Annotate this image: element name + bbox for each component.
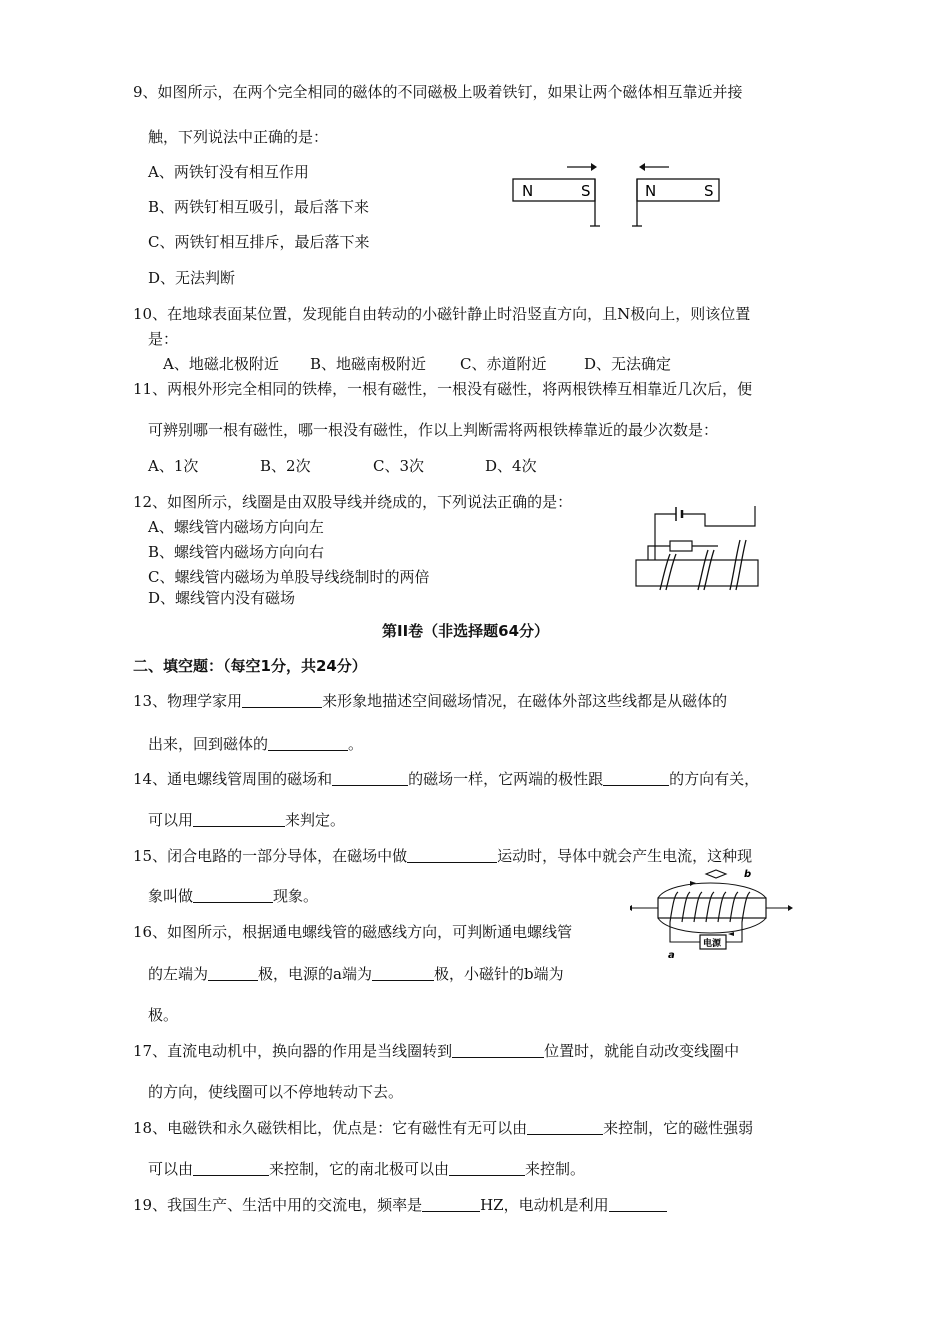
left-magnet-n-label: N bbox=[522, 182, 534, 200]
q10-stem-line1: 10、在地球表面某位置，发现能自由转动的小磁针静止时沿竖直方向，且N极向上，则该位置 bbox=[133, 305, 751, 323]
q18-blank-2[interactable] bbox=[193, 1160, 269, 1176]
q16-blank-1[interactable] bbox=[208, 965, 258, 981]
q15-blank-1[interactable] bbox=[407, 847, 497, 863]
q14-blank-1[interactable] bbox=[332, 770, 408, 786]
q9-option-a: A、两铁钉没有相互作用 bbox=[148, 163, 309, 181]
q10-option-c: C、赤道附近 bbox=[460, 355, 547, 373]
section-ii-title: 第II卷（非选择题64分） bbox=[382, 622, 550, 640]
q18-line2: 可以由 来控制，它的南北极可以由 来控制。 bbox=[148, 1160, 586, 1178]
q18-blank-3[interactable] bbox=[449, 1160, 525, 1176]
q12-option-a: A、螺线管内磁场方向向左 bbox=[148, 518, 324, 536]
q19-line1: 19、我国生产、生活中用的交流电，频率是 HZ，电动机是利用 bbox=[133, 1195, 667, 1215]
q12-option-d: D、螺线管内没有磁场 bbox=[148, 589, 296, 607]
q16-blank-2[interactable] bbox=[372, 965, 434, 981]
q13-line1: 13、物理学家用 来形象地描述空间磁场情况，在磁体外部这些线都是从磁体的 bbox=[133, 692, 728, 710]
power-supply-label: 电源 bbox=[703, 939, 722, 949]
q16-line3: 极。 bbox=[148, 1006, 179, 1024]
q13-line2: 出来，回到磁体的 。 bbox=[148, 735, 364, 753]
compass-needle-icon bbox=[706, 870, 726, 878]
q18-blank-1[interactable] bbox=[527, 1119, 603, 1135]
q19-blank-2[interactable] bbox=[609, 1196, 667, 1212]
q14-blank-2[interactable] bbox=[603, 770, 669, 786]
q12-solenoid-figure bbox=[630, 504, 765, 600]
q11-option-a: A、1次 bbox=[148, 457, 199, 475]
q17-blank-1[interactable] bbox=[452, 1042, 544, 1058]
q16-solenoid-figure bbox=[630, 862, 795, 962]
q15-blank-2[interactable] bbox=[193, 887, 273, 903]
q10-option-b: B、地磁南极附近 bbox=[310, 355, 427, 373]
label-b: b bbox=[744, 869, 752, 880]
q12-option-b: B、螺线管内磁场方向向右 bbox=[148, 543, 325, 561]
q12-stem: 12、如图所示，线圈是由双股导线并绕成的，下列说法正确的是： bbox=[133, 493, 573, 511]
q19-blank-1[interactable] bbox=[422, 1196, 480, 1212]
q14-line2: 可以用 来判定。 bbox=[148, 811, 346, 829]
q16-line2: 的左端为 极，电源的a端为 极，小磁针的b端为 bbox=[148, 965, 564, 983]
q11-option-b: B、2次 bbox=[260, 457, 311, 475]
q14-line1: 14、通电螺线管周围的磁场和 的磁场一样，它两端的极性跟 的方向有关， bbox=[133, 770, 760, 788]
q10-stem-line2: 是： bbox=[148, 330, 179, 348]
q11-option-d: D、4次 bbox=[485, 457, 537, 475]
q11-stem-line2: 可辨别哪一根有磁性，哪一根没有磁性，作以上判断需将两根铁棒靠近的最少次数是： bbox=[148, 421, 719, 439]
q13-blank-1[interactable] bbox=[242, 692, 322, 708]
label-a: a bbox=[668, 950, 675, 961]
q14-blank-3[interactable] bbox=[193, 811, 285, 827]
q9-magnets-figure bbox=[505, 158, 735, 234]
q17-line1: 17、直流电动机中，换向器的作用是当线圈转到 位置时，就能自动改变线圈中 bbox=[133, 1042, 740, 1060]
q9-stem-line2: 触，下列说法中正确的是： bbox=[148, 128, 329, 146]
q9-option-b: B、两铁钉相互吸引，最后落下来 bbox=[148, 198, 370, 216]
q17-line2: 的方向，使线圈可以不停地转动下去。 bbox=[148, 1083, 404, 1101]
left-magnet-s-label: S bbox=[581, 182, 591, 200]
q12-option-c: C、螺线管内磁场为单股导线绕制时的两倍 bbox=[148, 568, 430, 586]
right-magnet-n-label: N bbox=[645, 182, 657, 200]
q10-option-a: A、地磁北极附近 bbox=[163, 355, 279, 373]
q10-option-d: D、无法确定 bbox=[584, 355, 672, 373]
q16-line1: 16、如图所示，根据通电螺线管的磁感线方向，可判断通电螺线管 bbox=[133, 923, 573, 941]
q13-blank-2[interactable] bbox=[268, 735, 348, 751]
fill-in-section-title: 二、填空题：（每空1分，共24分） bbox=[133, 657, 367, 675]
q9-option-d: D、无法判断 bbox=[148, 269, 236, 287]
q15-line2: 象叫做 现象。 bbox=[148, 887, 319, 905]
q15-line1: 15、闭合电路的一部分导体，在磁场中做 运动时，导体中就会产生电流，这种现 bbox=[133, 847, 753, 865]
q18-line1: 18、电磁铁和永久磁铁相比，优点是：它有磁性有无可以由 来控制，它的磁性强弱 bbox=[133, 1119, 754, 1137]
q9-option-c: C、两铁钉相互排斥，最后落下来 bbox=[148, 233, 370, 251]
right-magnet-s-label: S bbox=[704, 182, 714, 200]
q9-stem-line1: 9、如图所示，在两个完全相同的磁体的不同磁极上吸着铁钉，如果让两个磁体相互靠近并接 bbox=[133, 83, 743, 101]
q11-option-c: C、3次 bbox=[373, 457, 425, 475]
q11-stem-line1: 11、两根外形完全相同的铁棒，一根有磁性，一根没有磁性，将两根铁棒互相靠近几次后，便 bbox=[133, 380, 753, 398]
